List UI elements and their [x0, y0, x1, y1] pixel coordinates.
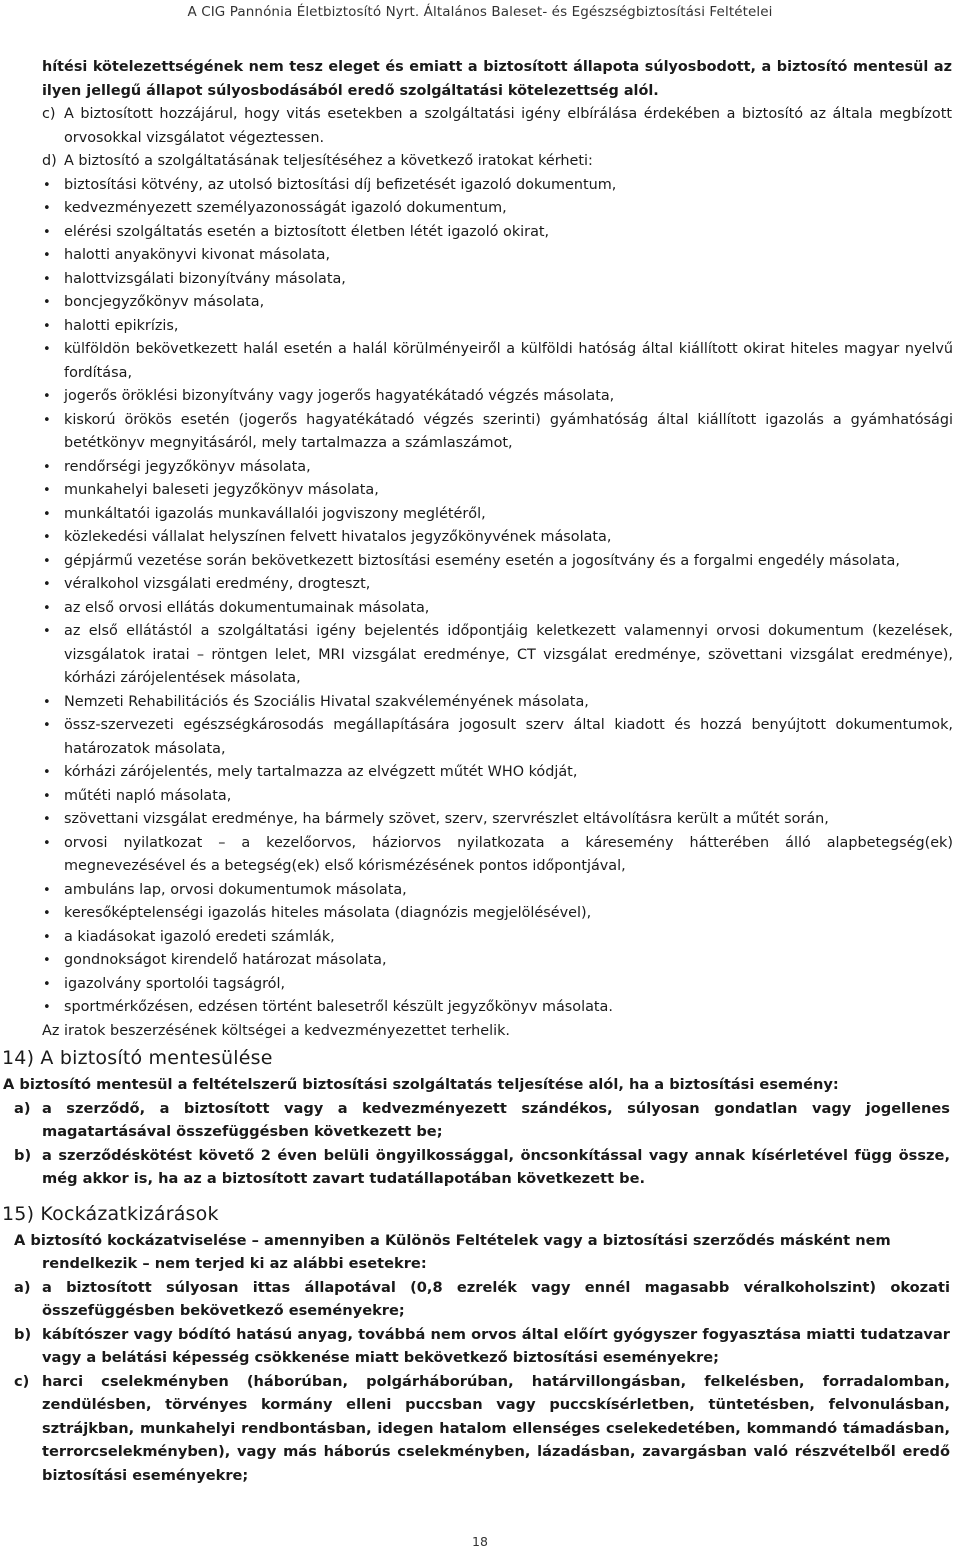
item-text: kábítószer vagy bódító hatású anyag, továbbá nem orvos által előírt gyógyszer fogyasztása miatti tudatzavar vagy a belátási képesség csökkenése miatt bekövetkező biztosítási eseményekre; [42, 1325, 950, 1366]
item-label: b) [14, 1325, 32, 1343]
document-list-item: • szövettani vizsgálat eredménye, ha bármely szövet, szerv, szervrészlet eltávolításra került a műtét során, [43, 808, 953, 832]
item-text: A biztosított hozzájárul, hogy vitás esetekben a szolgáltatási igény elbírálása érdekében a biztosító az általa megbízott orvosokkal vizsgálatot végeztessen. [64, 106, 952, 146]
document-list-item: • munkáltatói igazolás munkavállalói jogviszony meglétéről, [43, 503, 953, 527]
item-text: a szerződéskötést követő 2 éven belüli öngyilkossággal, öncsonkítással vagy annak kísérletével függ össze, még akkor is, ha az a biztosított zavart tudatállapotában következett be. [42, 1146, 950, 1187]
section-14-heading: 14) A biztosító mentesülése [2, 1047, 273, 1069]
document-list-item: • igazolvány sportolói tagságról, [43, 973, 953, 997]
document-list-item: • gépjármű vezetése során bekövetkezett biztosítási esemény esetén a jogosítvány és a forgalmi engedély másolata, [43, 550, 953, 574]
section-14-intro: A biztosító mentesül a feltételszerű biztosítási szolgáltatás teljesítése alól, ha a biztosítási esemény: [3, 1076, 839, 1093]
document-list-item: • sportmérkőzésen, edzésen történt balesetről készült jegyzőkönyv másolata. [43, 996, 953, 1020]
document-list-item: • orvosi nyilatkozat – a kezelőorvos, háziorvos nyilatkozata a káresemény hátterében álló alapbetegség(ek) megnevezésével és a betegség(ek) első kórismézésének pontos időpontjával, [43, 832, 953, 879]
item-label: a) [14, 1099, 31, 1117]
section-15-intro: A biztosító kockázatviselése – amennyiben a Különös Feltételek vagy a biztosítási szerződés másként nem rendelkezik – nem terjed ki az alábbi esetekre: [14, 1231, 891, 1272]
document-list-item: • ambuláns lap, orvosi dokumentumok másolata, [43, 879, 953, 903]
document-list-item: • boncjegyzőkönyv másolata, [43, 291, 953, 315]
item-label: a) [14, 1278, 31, 1296]
item-d [42, 150, 952, 174]
document-list-item: • a kiadásokat igazoló eredeti számlák, [43, 926, 953, 950]
item-label: c) [42, 106, 56, 122]
closing-note: Az iratok beszerzésének költségei a kedvezményezettet terhelik. [42, 1022, 510, 1039]
document-list-item: • halottvizsgálati bizonyítvány másolata, [43, 268, 953, 292]
document-list-item: • műtéti napló másolata, [43, 785, 953, 809]
document-list-item: • kiskorú örökös esetén (jogerős hagyatékátadó végzés szerinti) gyámhatóság által kiállított igazolás a gyámhatósági betétkönyv megnyitásáról, mely tartalmazza a számlaszámot, [43, 409, 953, 456]
document-list-item: • külföldön bekövetkezett halál esetén a halál körülményeiről a külföldi hatóság által kiállított okirat hiteles magyar nyelvű fordítása, [43, 338, 953, 385]
document-list-item: • össz-szervezeti egészségkárosodás megállapítására jogosult szerv által kiadott és hozzá benyújtott dokumentumok, határozatok másolata, [43, 714, 953, 761]
item-label: c) [14, 1372, 30, 1390]
section-15-item-b [14, 1323, 950, 1370]
item-label: b) [14, 1146, 32, 1164]
document-list-item: • rendőrségi jegyzőkönyv másolata, [43, 456, 953, 480]
document-list-item: • biztosítási kötvény, az utolsó biztosítási díj befizetését igazoló dokumentum, [43, 174, 953, 198]
item-text: a szerződő, a biztosított vagy a kedvezményezett szándékos, súlyosan gondatlan vagy jogellenes magatartásával összefüggésben következett be; [42, 1099, 950, 1140]
section-14-item-a [14, 1097, 950, 1144]
document-list-item: • az első orvosi ellátás dokumentumainak másolata, [43, 597, 953, 621]
document-list [43, 174, 953, 1020]
page-content [0, 56, 960, 1487]
document-list-item: • halotti epikrízis, [43, 315, 953, 339]
document-list-item: • halotti anyakönyvi kivonat másolata, [43, 244, 953, 268]
document-list-item: • kórházi zárójelentés, mely tartalmazza az elvégzett műtét WHO kódját, [43, 761, 953, 785]
section-14-item-b [14, 1144, 950, 1191]
section-15-item-a [14, 1276, 950, 1323]
item-text: harci cselekményben (háborúban, polgárháborúban, határvillongásban, felkelésben, forradalomban, zendülésben, törvényes kormány elleni puccsban vagy puccskísérletben, tüntetésben, felvonulásban, sztrájkban, munkahelyi rendbontásban, idegen hatalom ellenséges cselekedetében, kommandó támadásban, terrorcselekményben), vagy más háborús cselekményben, lázadásban, zavargásban való részvételből eredő biztosítási eseményekre; [42, 1372, 950, 1484]
section-15-heading: 15) Kockázatkizárások [2, 1202, 219, 1225]
continuation-paragraph: hítési kötelezettségének nem tesz eleget és emiatt a biztosított állapota súlyosbodott, a biztosító mentesül az ilyen jellegű állapot súlyosbodásából eredő szolgáltatási kötelezettség alól. [42, 59, 952, 99]
section-15-item-c [14, 1370, 950, 1488]
page-number: 18 [472, 1534, 488, 1549]
document-list-item: • jogerős öröklési bizonyítvány vagy jogerős hagyatékátadó végzés másolata, [43, 385, 953, 409]
document-list-item: • Nemzeti Rehabilitációs és Szociális Hivatal szakvéleményének másolata, [43, 691, 953, 715]
page-header: A CIG Pannónia Életbiztosító Nyrt. Általános Baleset- és Egészségbiztosítási Feltételei [187, 4, 773, 20]
item-c [42, 103, 952, 150]
document-list-item: • gondnokságot kirendelő határozat másolata, [43, 949, 953, 973]
document-list-item: • az első ellátástól a szolgáltatási igény bejelentés időpontjáig keletkezett valamennyi orvosi dokumentum (kezelések, vizsgálatok iratai – röntgen lelet, MRI vizsgálat eredménye, CT vizsgálat eredménye, szövettani vizsgálat eredménye), kórházi zárójelentések másolata, [43, 620, 953, 691]
document-list-item: • munkahelyi baleseti jegyzőkönyv másolata, [43, 479, 953, 503]
document-list-item: • közlekedési vállalat helyszínen felvett hivatalos jegyzőkönyvének másolata, [43, 526, 953, 550]
item-label: d) [42, 153, 57, 169]
document-list-item: • véralkohol vizsgálati eredmény, drogteszt, [43, 573, 953, 597]
document-list-item: • keresőképtelenségi igazolás hiteles másolata (diagnózis megjelölésével), [43, 902, 953, 926]
document-list-item: • kedvezményezett személyazonosságát igazoló dokumentum, [43, 197, 953, 221]
item-text: A biztosító a szolgáltatásának teljesítéséhez a következő iratokat kérheti: [64, 153, 593, 169]
item-text: a biztosított súlyosan ittas állapotával (0,8 ezrelék vagy ennél magasabb véralkoholszint) okozati összefüggésben bekövetkező eseményekre; [42, 1278, 950, 1319]
document-list-item: • elérési szolgáltatás esetén a biztosított életben létét igazoló okirat, [43, 221, 953, 245]
